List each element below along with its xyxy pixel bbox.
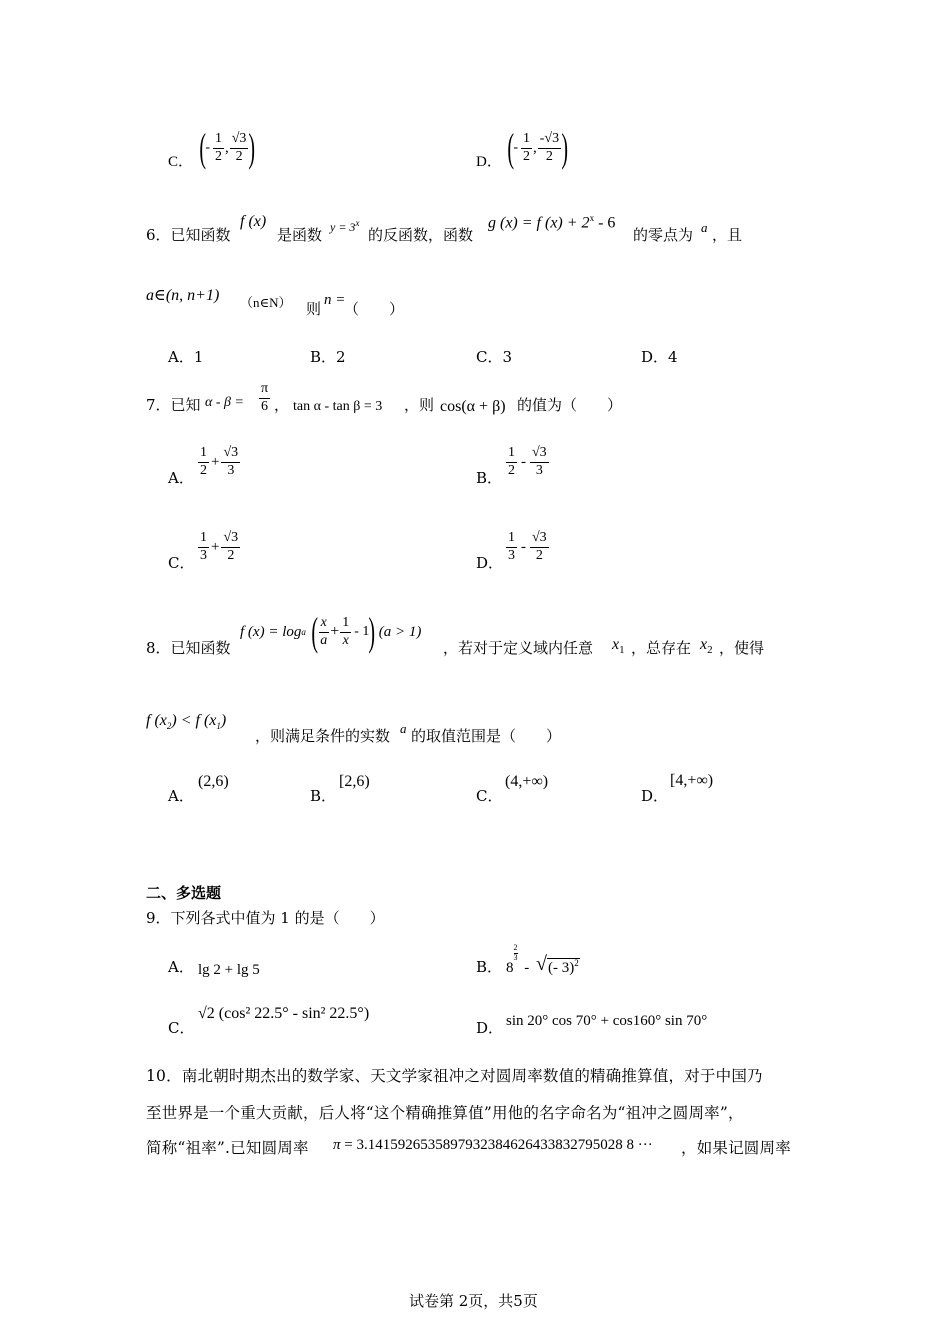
q7-cos-expr: cos(α + β) bbox=[440, 398, 506, 415]
q9-stem: 9．下列各式中值为 1 的是（ ） bbox=[146, 909, 385, 927]
q8-stem-b: ，若对于定义域内任意 bbox=[443, 639, 594, 657]
q5-option-d-label: D． bbox=[476, 154, 502, 170]
page-footer: 试卷第 2页，共5页 bbox=[409, 1292, 538, 1310]
q8-option-a-value: (2,6) bbox=[198, 773, 229, 790]
q7-alpha-beta: α - β = bbox=[205, 395, 244, 410]
q6-stem-e: ，且 bbox=[712, 226, 743, 244]
q6-stem-b: 是函数 bbox=[277, 226, 323, 244]
q8-inequality: f $(x_2) < f$ $(x_1)$ bbox=[146, 712, 227, 732]
q6-then: 则 bbox=[306, 300, 322, 318]
q6-cond2: （n∈N） bbox=[240, 295, 292, 310]
q6-option-b: B．2 bbox=[310, 348, 346, 366]
q10-line-3a: 简称“祖率”.已知圆周率 bbox=[146, 1139, 309, 1157]
q7-pi-over-6: $\frac{\pi}{6}$ bbox=[261, 381, 269, 414]
q6-stem-c: 的反函数，函数 bbox=[368, 226, 474, 244]
q7-option-b-label: B． bbox=[476, 469, 503, 487]
q8-option-d-label: D． bbox=[641, 787, 669, 805]
q8-option-c-label: C． bbox=[476, 787, 503, 805]
q8-stem-a: 8．已知函数 bbox=[146, 639, 231, 657]
q6-n-eq: n = bbox=[324, 292, 346, 308]
q6-stem-a: 6．已知函数 bbox=[146, 226, 231, 244]
q8-stem-c: ，总存在 bbox=[631, 639, 692, 657]
q8-stem-e: ，则满足条件的实数 bbox=[255, 727, 391, 745]
q6-blank: （ ） bbox=[344, 300, 405, 318]
q7-stem-c: 的值为（ ） bbox=[517, 396, 623, 414]
q9-option-d-label: D． bbox=[476, 1019, 504, 1037]
q7-comma: ， bbox=[274, 396, 290, 414]
q9-option-c-label: C． bbox=[168, 1019, 195, 1037]
q5-option-c-label: C． bbox=[168, 154, 194, 170]
q8-option-a-label: A． bbox=[168, 787, 194, 805]
q7-option-c-label: C． bbox=[168, 554, 195, 572]
q7-option-d-label: D． bbox=[476, 554, 504, 572]
q7-option-c-expr: $\frac{1}{3}$ + $\frac{√3}{2}$ bbox=[200, 530, 239, 563]
q8-option-c-value: (4,+∞) bbox=[505, 773, 549, 790]
q6-cond1: a∈(n, n+1) bbox=[146, 287, 220, 304]
q6-gx: g (x) = f $(x) + 2^x - 6$ bbox=[488, 213, 616, 232]
q8-option-b-label: B． bbox=[310, 787, 337, 805]
q10-line-2: 至世界是一个重大贡献，后人将“这个精确推算值”用他的名字命名为“祖冲之圆周率”， bbox=[146, 1104, 744, 1122]
q5-option-d-expr: ( - $\frac{1}{2}$ , $\frac{-√3}{2}$ ) bbox=[507, 125, 569, 170]
q6-a-var: a bbox=[701, 220, 708, 235]
q7-option-a-expr: $\frac{1}{2}$ + $\frac{√3}{3}$ bbox=[200, 445, 239, 478]
q7-option-a-label: A． bbox=[168, 469, 194, 487]
q8-x1: $x_1$ bbox=[612, 636, 625, 657]
q9-option-a-label: A． bbox=[168, 958, 194, 976]
q6-option-d: D．4 bbox=[641, 348, 678, 366]
q7-tan-expr: tan α - tan β = 3 bbox=[293, 399, 383, 414]
q7-option-d-expr: $\frac{1}{3}$ - $\frac{√3}{2}$ bbox=[508, 530, 547, 563]
q10-line-3b: ，如果记圆周率 bbox=[681, 1139, 791, 1157]
q9-option-a-expr: lg 2 + lg 5 bbox=[198, 962, 260, 978]
q8-stem-f: 的取值范围是（ ） bbox=[411, 727, 562, 745]
q8-option-d-value: [4,+∞) bbox=[670, 772, 714, 789]
q8-stem-d: ，使得 bbox=[719, 639, 765, 657]
section-title-multiple-choice: 二、多选题 bbox=[146, 884, 222, 902]
q6-stem-d: 的零点为 bbox=[633, 226, 694, 244]
q6-option-c: C．3 bbox=[476, 348, 513, 366]
q10-line-1: 10．南北朝时期杰出的数学家、天文学家祖冲之对圆周率数值的精确推算值，对于中国乃 bbox=[146, 1067, 763, 1085]
q7-stem-a: 7．已知 bbox=[146, 396, 201, 414]
q8-a-var: a bbox=[400, 721, 407, 736]
q6-fx: f (x) bbox=[240, 213, 267, 230]
q5-option-c-expr: ( - $\frac{1}{2}$ , $\frac{√3}{2}$ ) bbox=[199, 125, 256, 170]
q8-x2: $x_2$ bbox=[700, 636, 713, 657]
q6-option-a: A．1 bbox=[168, 348, 204, 366]
q6-y-eq: $y = 3^x$ bbox=[330, 218, 360, 234]
q9-option-b-label: B． bbox=[476, 958, 503, 976]
q9-option-c-expr: √2 (cos² 22.5° - sin² 22.5°) bbox=[198, 1005, 370, 1022]
q7-stem-b: ，则 bbox=[404, 396, 435, 414]
q10-pi-value: π = 3.1415926535897932384626433832795028 8 ··· bbox=[333, 1137, 653, 1153]
q9-option-b-expr: 8 $\frac{2}{3}$ - √(- 3)$^2$ bbox=[506, 943, 579, 976]
q8-option-b-value: [2,6) bbox=[339, 773, 370, 790]
q9-option-d-expr: sin 20° cos 70° + cos160° sin 70° bbox=[506, 1013, 708, 1029]
q7-option-b-expr: $\frac{1}{2}$ - $\frac{√3}{3}$ bbox=[508, 445, 547, 478]
q8-function: f (x) = log a ( $\frac{x}{a}$ + $\frac{1}{x}$ - 1 ) (a > 1) bbox=[240, 609, 422, 654]
